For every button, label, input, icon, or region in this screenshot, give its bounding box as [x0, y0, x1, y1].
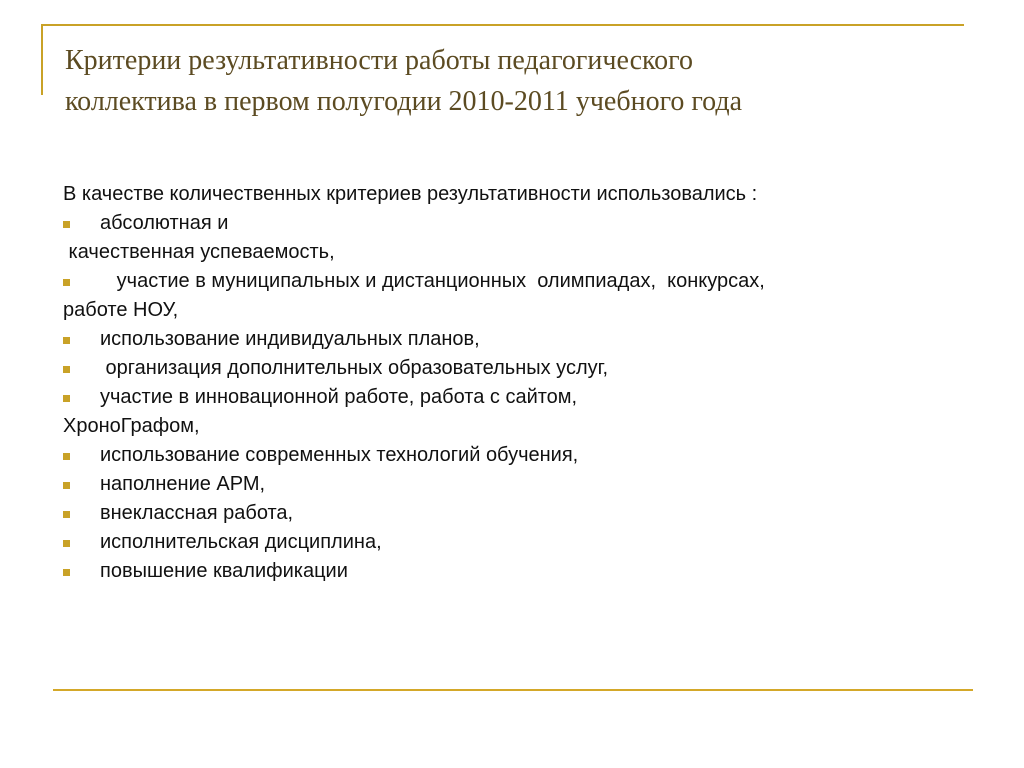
list-item: использование индивидуальных планов,: [63, 325, 963, 354]
list-continuation: качественная успеваемость,: [63, 241, 335, 263]
list-item: участие в муниципальных и дистанционных олимпиадах, конкурсах,: [63, 267, 963, 296]
list-continuation: работе НОУ,: [63, 299, 179, 321]
list-item: организация дополнительных образовательных услуг,: [63, 354, 963, 383]
title-line-1: Критерии результативности работы педагогического: [65, 45, 693, 76]
list-item: повышение квалификации: [63, 557, 963, 586]
list-item: участие в инновационной работе, работа с сайтом,: [63, 383, 963, 412]
slide-content: [63, 180, 963, 586]
intro-text: В качестве количественных критериев результативности использовались :: [63, 183, 758, 205]
list-item: использование современных технологий обучения,: [63, 441, 963, 470]
list-item: наполнение АРМ,: [63, 470, 963, 499]
frame-top-rule: [41, 24, 964, 26]
list-item: абсолютная и: [63, 209, 963, 238]
slide-title: [65, 40, 945, 122]
list-continuation: ХроноГрафом,: [63, 415, 200, 437]
list-item: исполнительская дисциплина,: [63, 528, 963, 557]
frame-left-rule: [41, 24, 43, 95]
footer-rule: [53, 689, 973, 691]
title-line-2: коллектива в первом полугодии 2010-2011 учебного года: [65, 86, 743, 117]
list-item: внеклассная работа,: [63, 499, 963, 528]
